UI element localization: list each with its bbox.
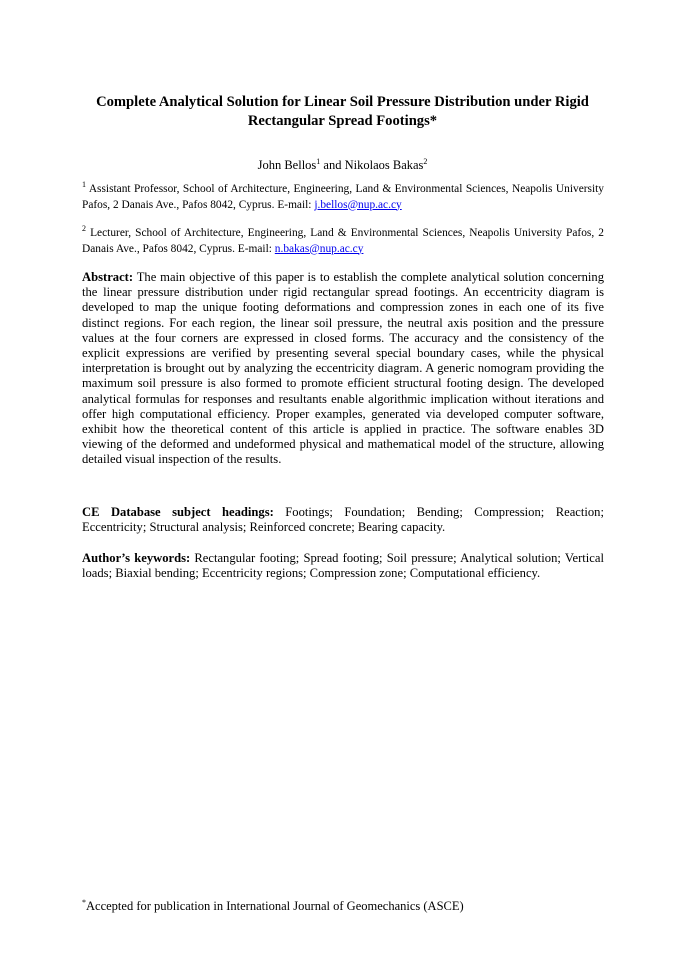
affiliation-1 [82, 182, 604, 213]
footnote-mark: * [82, 897, 86, 907]
affiliation-1-mark: 1 [82, 180, 86, 190]
footnote-text: Accepted for publication in International Journal of Geomechanics (ASCE) [86, 899, 464, 913]
author-2-name: Nikolaos Bakas [344, 158, 424, 172]
affiliation-2-mark: 2 [82, 224, 86, 234]
author-line [80, 157, 605, 173]
affiliation-1-email-link[interactable]: j.bellos@nup.ac.cy [314, 198, 402, 211]
author-keywords-text: Rectangular footing; Spread footing; Soil pressure; Analytical solution; Vertical loads; Biaxial bending; Eccentricity regions; Compression zone; Computational efficiency. [82, 551, 604, 581]
affiliation-1-text: Assistant Professor, School of Architecture, Engineering, Land & Environmental Sciences, Neapolis University Pafos, 2 Danais Ave., Pafos 8042, Cyprus. E-mail: [82, 183, 605, 211]
subject-headings-label: CE Database subject headings: [82, 505, 274, 519]
abstract-text: The main objective of this paper is to establish the complete analytical solution concerning the linear pressure distribution under rigid rectangular spread footings. An eccentricity diagram is developed to map the unique footing deformations and compression zones in each one of its five distinct regions. For each region, the linear soil pressure, the neutral axis position and the pressure values at the four corners are expressed in closed forms. The accuracy and the consistency of the explicit expressions are verified by presenting several special boundary cases, while the physical interpretation is brought out by analyzing the eccentricity diagram. A generic nomogram providing the maximum soil pressure is also formed to promote efficient structural footing design. The developed analytical formulas for responses and resultants enable algorithmic implication without iterations and offer high computational efficiency. Proper examples, generated via developed computer software, exhibit how the theoretical content of this article is applied in practice. The software enables 3D viewing of the deformed and undeformed physical and mathematical model of the structure, allowing detailed visual inspection of the results. [82, 270, 604, 467]
subject-headings-text: Footings; Foundation; Bending; Compression; Reaction; Eccentricity; Structural analysis; Reinforced concrete; Bearing capacity. [82, 505, 604, 535]
affiliation-2-email-link[interactable]: n.bakas@nup.ac.cy [274, 242, 364, 255]
author-keywords-label: Author’s keywords: [82, 551, 191, 565]
paper-title: Complete Analytical Solution for Linear Soil Pressure Distribution under Rigid Rectangular Spread Footings* [96, 94, 589, 129]
author-1-mark: 1 [316, 156, 321, 166]
subject-headings [82, 505, 604, 535]
author-2-mark: 2 [423, 156, 428, 166]
affiliation-2 [82, 226, 604, 257]
author-keywords [82, 551, 604, 581]
author-1-name: John Bellos [257, 158, 317, 172]
abstract [82, 270, 604, 468]
affiliation-2-text: Lecturer, School of Architecture, Engineering, Land & Environmental Sciences, Neapolis University Pafos, 2 Danais Ave., Pafos 8042, Cyprus. E-mail: [82, 227, 604, 255]
abstract-label: Abstract: [82, 270, 134, 284]
author-conjunction: and [323, 158, 342, 172]
publication-footnote [82, 898, 464, 914]
